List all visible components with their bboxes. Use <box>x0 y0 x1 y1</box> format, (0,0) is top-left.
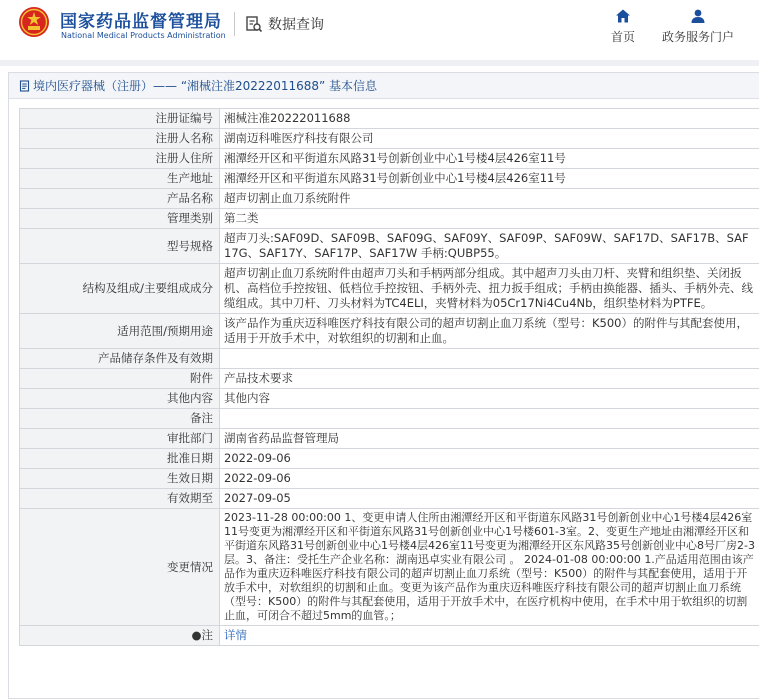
field-label: 管理类别 <box>20 209 220 229</box>
table-row <box>20 169 759 189</box>
table-row <box>20 229 759 264</box>
field-value: 产品技术要求 <box>220 369 759 389</box>
field-label: 生效日期 <box>20 469 220 489</box>
field-label: 变更情况 <box>20 509 220 626</box>
field-value <box>220 409 759 429</box>
table-row <box>20 369 759 389</box>
field-label: 结构及组成/主要组成成分 <box>20 264 220 314</box>
field-value: 2022-09-06 <box>220 469 759 489</box>
field-value: 超声刀头:SAF09D、SAF09B、SAF09G、SAF09Y、SAF09P、SAF09W、SAF17D、SAF17B、SAF17G、SAF17Y、SAF17P、SAF17W 手柄:QUBP55。 <box>220 229 759 264</box>
table-row <box>20 429 759 449</box>
field-value: 超声切割止血刀系统附件由超声刀头和手柄两部分组成。其中超声刀头由刀杆、夹臂和组织垫、关闭扳机、高档位手控按钮、低档位手控按钮、手柄外壳、扭力扳手组成；手柄由换能器、插头、手柄外壳、线缆组成。其中刀杆、刀头材料为TC4ELI，夹臂材料为05Cr17Ni4Cu4Nb，组织垫材料为PTFE。 <box>220 264 759 314</box>
user-icon <box>690 8 706 24</box>
field-label: 型号规格 <box>20 229 220 264</box>
table-row <box>20 349 759 369</box>
table-row <box>20 489 759 509</box>
document-icon <box>19 80 31 92</box>
table-row <box>20 409 759 429</box>
data-query-label: 数据查询 <box>268 17 324 33</box>
home-icon <box>615 8 631 24</box>
field-label: 注册人名称 <box>20 129 220 149</box>
field-value <box>220 349 759 369</box>
field-value: 2023-11-28 00:00:00 1、变更申请人住所由湘潭经开区和平街道东风路31号创新创业中心1号楼4层426室11号变更为湘潭经开区和平街道东风路31号创新创业中心1号楼601-3室。2、变更生产地址由湘潭经开区和平街道东风路31号创新创业中心1号楼4层426室11号变更为湘潭经开区东风路35号创新创业中心8号厂房2-3层。3、备注：受托生产企业名称：湖南迅卓实业有限公司 。 2024-01-08 00:00:00 1.产品适用范围由该产品作为重庆迈科唯医疗科技有限公司的超声切割止血刀系统（型号：K500）的附件与其配套使用，适用于开放手术中，对软组织的切割和止血。变更为该产品作为重庆迈科唯医疗科技有限公司的超声切割止血刀系统（型号：K500）的附件与其配套使用，适用于开放手术中，在医疗机构中使用，在手术中用于软组织的切割止血，可闭合不超过5mm的血管。； <box>220 509 759 626</box>
registration-info-table <box>19 108 759 646</box>
details-link[interactable]: 详情 <box>224 628 247 642</box>
table-row <box>20 209 759 229</box>
field-value: 湘潭经开区和平街道东风路31号创新创业中心1号楼4层426室11号 <box>220 169 759 189</box>
field-label: 附件 <box>20 369 220 389</box>
top-header <box>0 0 759 60</box>
table-row <box>20 189 759 209</box>
table-row <box>20 149 759 169</box>
logo-title[interactable]: 国家药品监督管理局 <box>60 12 222 32</box>
field-value: 湖南省药品监督管理局 <box>220 429 759 449</box>
table-row <box>20 389 759 409</box>
field-value-cell <box>220 626 759 646</box>
info-panel <box>8 72 759 699</box>
national-emblem-icon <box>18 6 50 38</box>
table-row <box>20 314 759 349</box>
table-row <box>20 626 759 646</box>
nav-gov-label: 政务服务门户 <box>661 30 734 44</box>
nav-gov-portal[interactable] <box>658 8 738 48</box>
field-label: 有效期至 <box>20 489 220 509</box>
table-row <box>20 129 759 149</box>
field-value: 该产品作为重庆迈科唯医疗科技有限公司的超声切割止血刀系统（型号：K500）的附件与其配套使用，适用于开放手术中，对软组织的切割和止血。 <box>220 314 759 349</box>
table-row <box>20 449 759 469</box>
search-document-icon <box>245 15 263 33</box>
field-label: 注册证编号 <box>20 109 220 129</box>
field-value: 其他内容 <box>220 389 759 409</box>
table-row <box>20 469 759 489</box>
field-value: 湖南迈科唯医疗科技有限公司 <box>220 129 759 149</box>
field-label: ●注 <box>20 626 220 646</box>
field-value: 湘潭经开区和平街道东风路31号创新创业中心1号楼4层426室11号 <box>220 149 759 169</box>
field-label: 注册人住所 <box>20 149 220 169</box>
field-value: 2027-09-05 <box>220 489 759 509</box>
field-label: 其他内容 <box>20 389 220 409</box>
field-label: 备注 <box>20 409 220 429</box>
field-label: 产品储存条件及有效期 <box>20 349 220 369</box>
nav-home-label: 首页 <box>610 30 635 44</box>
header-divider <box>234 12 235 36</box>
nav-home[interactable] <box>583 8 663 48</box>
field-value: 第二类 <box>220 209 759 229</box>
panel-header <box>9 73 759 99</box>
table-row <box>20 109 759 129</box>
field-value: 湘械注准20222011688 <box>220 109 759 129</box>
logo-subtitle: National Medical Products Administration <box>61 31 226 40</box>
field-label: 适用范围/预期用途 <box>20 314 220 349</box>
field-value: 超声切割止血刀系统附件 <box>220 189 759 209</box>
panel-title: 境内医疗器械（注册）—— “湘械注准20222011688” 基本信息 <box>33 79 378 93</box>
table-row <box>20 264 759 314</box>
field-label: 审批部门 <box>20 429 220 449</box>
field-label: 批准日期 <box>20 449 220 469</box>
table-row <box>20 509 759 626</box>
field-label: 生产地址 <box>20 169 220 189</box>
field-label: 产品名称 <box>20 189 220 209</box>
data-query-link[interactable] <box>245 13 324 35</box>
header-separator <box>0 60 759 66</box>
field-value: 2022-09-06 <box>220 449 759 469</box>
